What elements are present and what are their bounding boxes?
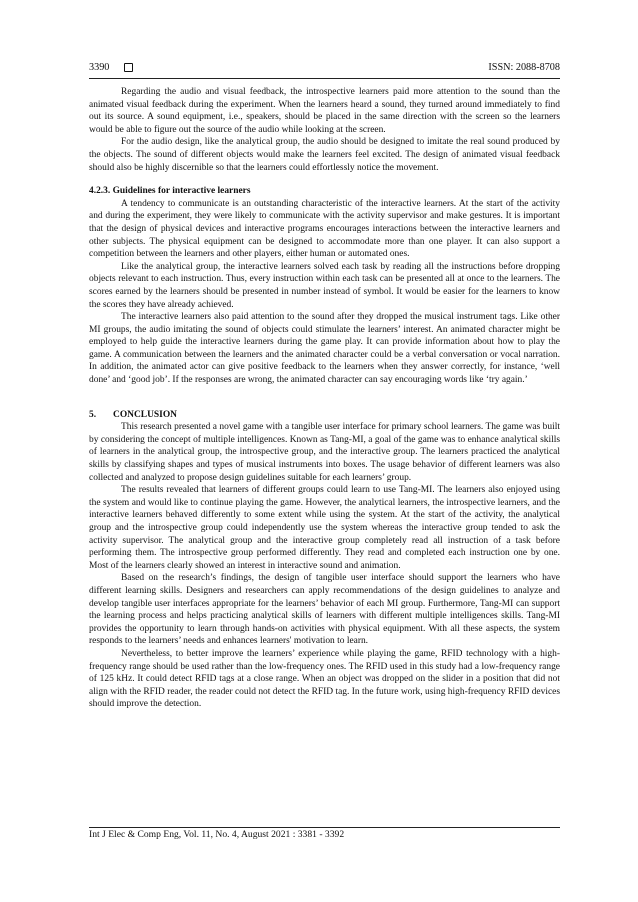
journal-issn: ISSN: 2088-8708 <box>488 62 560 73</box>
paragraph: A tendency to communicate is an outstanding characteristic of the interactive learners. At the start of the activity and during the experiment, they were likely to communicate with the activity supervisor and make gestures. It is important that the design of physical devices and interactive programs encourages interactions between the interactive learners and other subjects. The physical equipment can be designed to accommodate more than one player. It can also support a competition between the learners and other players, either human or automated ones. <box>89 198 560 260</box>
footer-rule <box>89 827 560 828</box>
paragraph: Like the analytical group, the interactive learners solved each task by reading all the instructions before dropping objects relevant to each instruction. Thus, every instruction within each task can be presented all at once to the learners. The scores earned by the learners should be presented in number instead of symbol. It would be easier for the learners to know the scores they have already achieved. <box>89 261 560 310</box>
section-title: CONCLUSION <box>113 409 177 420</box>
footer-citation: Int J Elec & Comp Eng, Vol. 11, No. 4, August 2021 : 3381 - 3392 <box>89 829 345 840</box>
section-number: 5. <box>89 409 97 420</box>
spacer <box>89 174 560 185</box>
paragraph: This research presented a novel game with a tangible user interface for primary school learners. The game was built by considering the concept of multiple intelligences. Known as Tang-MI, a goal of the game was to enhance analytical skills of learners in the analytical group, the introspective group, and the interactive group. The learners practiced the analytical skills by classifying shapes and types of musical instruments into boxes. The usage behavior of different learners was also collected and analyzed to propose design guidelines suitable for each learners’ group. <box>89 422 560 483</box>
square-icon <box>124 63 133 72</box>
page-header <box>89 62 560 78</box>
body-text <box>89 86 560 711</box>
spacer <box>89 387 560 409</box>
paragraph: The interactive learners also paid attention to the sound after they dropped the musical instrument tags. Like other MI groups, the audio imitating the sound of objects could stimulate the learners’ interest. An animated character might be employed to help guide the interactive learners during the game play. It can provide information about how to play the game. A communication between the learners and the animated character could be a verbal conversation or vocal narration. In addition, the animated actor can give positive feedback to the learners when they answer correctly, for instance, ‘well done’ and ‘good job’. If the responses are wrong, the animated character can say encouraging words like ‘try again.’ <box>89 312 560 386</box>
section-heading <box>89 409 560 422</box>
paragraph: Regarding the audio and visual feedback, the introspective learners paid more attention to the sound than the animated visual feedback during the experiment. When the learners heard a sound, they turned around immediately to find out its source. A sound equipment, i.e., speakers, should be placed in the same direction with the screen so the learners would be able to figure out the source of the audio while looking at the screen. <box>89 87 560 135</box>
paragraph: For the audio design, like the analytical group, the audio should be designed to imitate the real sound produced by the objects. The sound of different objects would make the learners feel excited. The design of animated visual feedback should also be highly discernible so that the learners could effortlessly notice the movement. <box>89 137 560 173</box>
subsection-heading: 4.2.3. Guidelines for interactive learners <box>89 186 251 197</box>
header-rule <box>89 78 560 79</box>
paragraph: The results revealed that learners of different groups could learn to use Tang-MI. The learners also enjoyed using the system and would like to continue playing the game. However, the analytical learners, the introspective learners, and the interactive learners behaved differently to some extent while using the system. At the start of the activity, the analytical group and the introspective group could independently use the system whereas the interactive group tended to ask the activity supervisor. The analytical group and the interactive group completely read all instruction of a task before performing them. The introspective group performed differently. They read and completed each instruction one by one. Most of the learners clearly showed an interest in interactive sound and animation. <box>89 485 560 571</box>
paragraph: Nevertheless, to better improve the learners’ experience while playing the game, RFID technology with a high-frequency range should be used rather than the low-frequency ones. The RFID used in this study had a low-frequency range of 125 kHz. It could detect RFID tags at a close range. When an object was dropped on the slider in a position that did not align with the RFID reader, the reader could not detect the RFID tag. In the future work, using high-frequency RFID devices should improve the detection. <box>89 648 560 710</box>
paragraph: Based on the research’s findings, the design of tangible user interface should support the learners who have different learning skills. Designers and researchers can apply recommendations of the design guidelines to analyze and develop tangible user interfaces appropriate for the learners’ behavior of each MI group. Furthermore, Tang-MI can support the learning process and helps practicing analytical skills of learners with different multiple intelligences skills. Tang-MI provides the opportunity to learn through hands-on activities with physical equipment. With all these aspects, the system responds to the learners’ needs and enhances learners' motivation to learn. <box>89 573 560 647</box>
page-number: 3390 <box>89 62 110 73</box>
